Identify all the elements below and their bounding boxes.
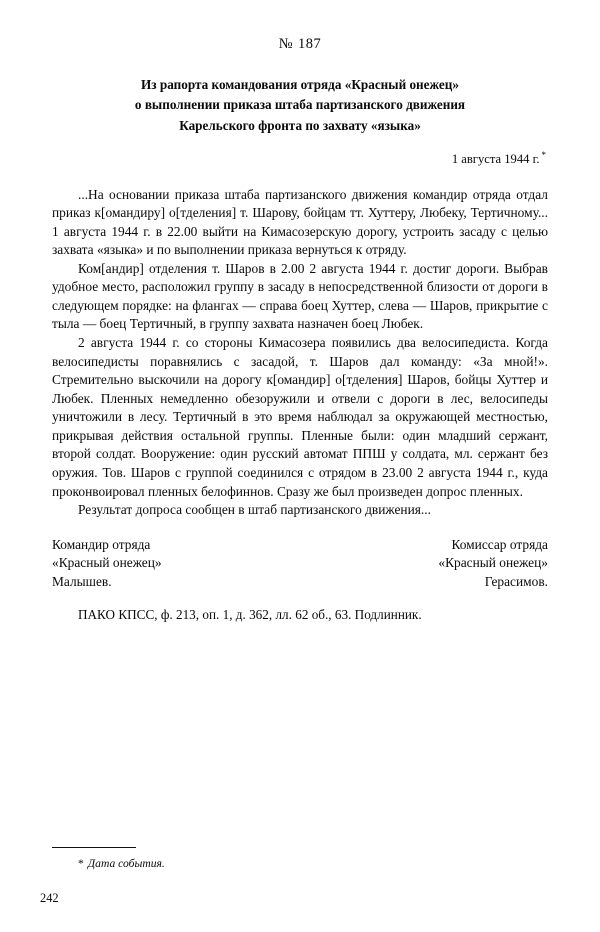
footnote-marker: * <box>78 857 84 870</box>
document-headline <box>58 75 542 136</box>
signature-commissar-name: Герасимов. <box>484 573 548 589</box>
signature-commander <box>52 536 162 592</box>
footnote <box>52 857 548 870</box>
dateline-text: 1 августа 1944 г. <box>451 152 540 167</box>
signature-commander-line-1: Командир отряда <box>52 536 151 552</box>
headline-line-3: Карельского фронта по захвату «языка» <box>179 117 421 133</box>
footnote-text: Дата события. <box>87 857 165 870</box>
footnote-area <box>52 847 548 870</box>
signature-commander-line-2: «Красный онежец» <box>52 555 162 571</box>
headline-line-2: о выполнении приказа штаба партизанского движения <box>134 97 466 113</box>
document-number <box>52 36 548 53</box>
body-paragraph-3: 2 августа 1944 г. со стороны Кимасозера появились два велосипедиста. Когда велосипедисты поравнялись с засадой, т. Шаров дал команду: «За мной!». Стремительно выскочили на дорогу к[омандир] о[тделения] Шаров, бойцы Хуттер и Любек. Пленных немедленно обезоружили и отвели с дороги в лес, велосипеды уничтожили в лесу. Тертичный в это время наблюдал за окружающей местностью, прикрывая действия остальной группы. Пленные были: один младший сержант, второй солдат. Вооружение: один русский автомат ППШ у солдата, мл. сержант без оружия. Тов. Шаров с группой соединился с отрядом в 23.00 2 августа 1944 г., куда проконвоировал пленных белофиннов. Сразу же был произведен допрос пленных. <box>52 335 548 499</box>
signature-block <box>52 536 548 592</box>
signature-commissar <box>438 536 548 592</box>
body-paragraph-1: ...На основании приказа штаба партизанского движения командир отряда отдал приказ к[омандиру] о[тделения] т. Шарову, бойцам тт. Хуттеру, Любеку, Тертичному... 1 августа 1944 г. в 22.00 выйти на Кимасозерскую дорогу, устроить засаду с целью захвата «языка» и по выполнении приказа вернуться к отряду. <box>52 186 548 258</box>
signature-commander-name: Малышев. <box>52 573 112 589</box>
archive-reference: ПАКО КПСС, ф. 213, оп. 1, д. 362, лл. 62 об., 63. Подлинник. <box>78 607 422 623</box>
page-number: 242 <box>40 891 59 905</box>
document-number-value: 187 <box>298 36 322 52</box>
signature-commissar-line-2: «Красный онежец» <box>438 555 548 571</box>
dateline-footnote-marker: * <box>541 150 546 161</box>
body-paragraph-4: Результат допроса сообщен в штаб партизанского движения... <box>78 502 431 518</box>
footnote-separator <box>52 847 136 848</box>
headline-line-1: Из рапорта командования отряда «Красный онежец» <box>141 77 459 92</box>
document-number-sign: № <box>278 36 294 52</box>
document-dateline <box>52 150 546 167</box>
body-paragraph-2: Ком[андир] отделения т. Шаров в 2.00 2 августа 1944 г. достиг дороги. Выбрав удобное место, расположил группу в засаду в непосредственной близости от дороги в следующем порядке: на флангах — справа боец Хуттер, слева — Шаров, прикрытие с тыла — боец Тертичный, в группу захвата назначен боец Любек. <box>52 260 548 332</box>
signature-commissar-line-1: Комиссар отряда <box>451 536 548 552</box>
